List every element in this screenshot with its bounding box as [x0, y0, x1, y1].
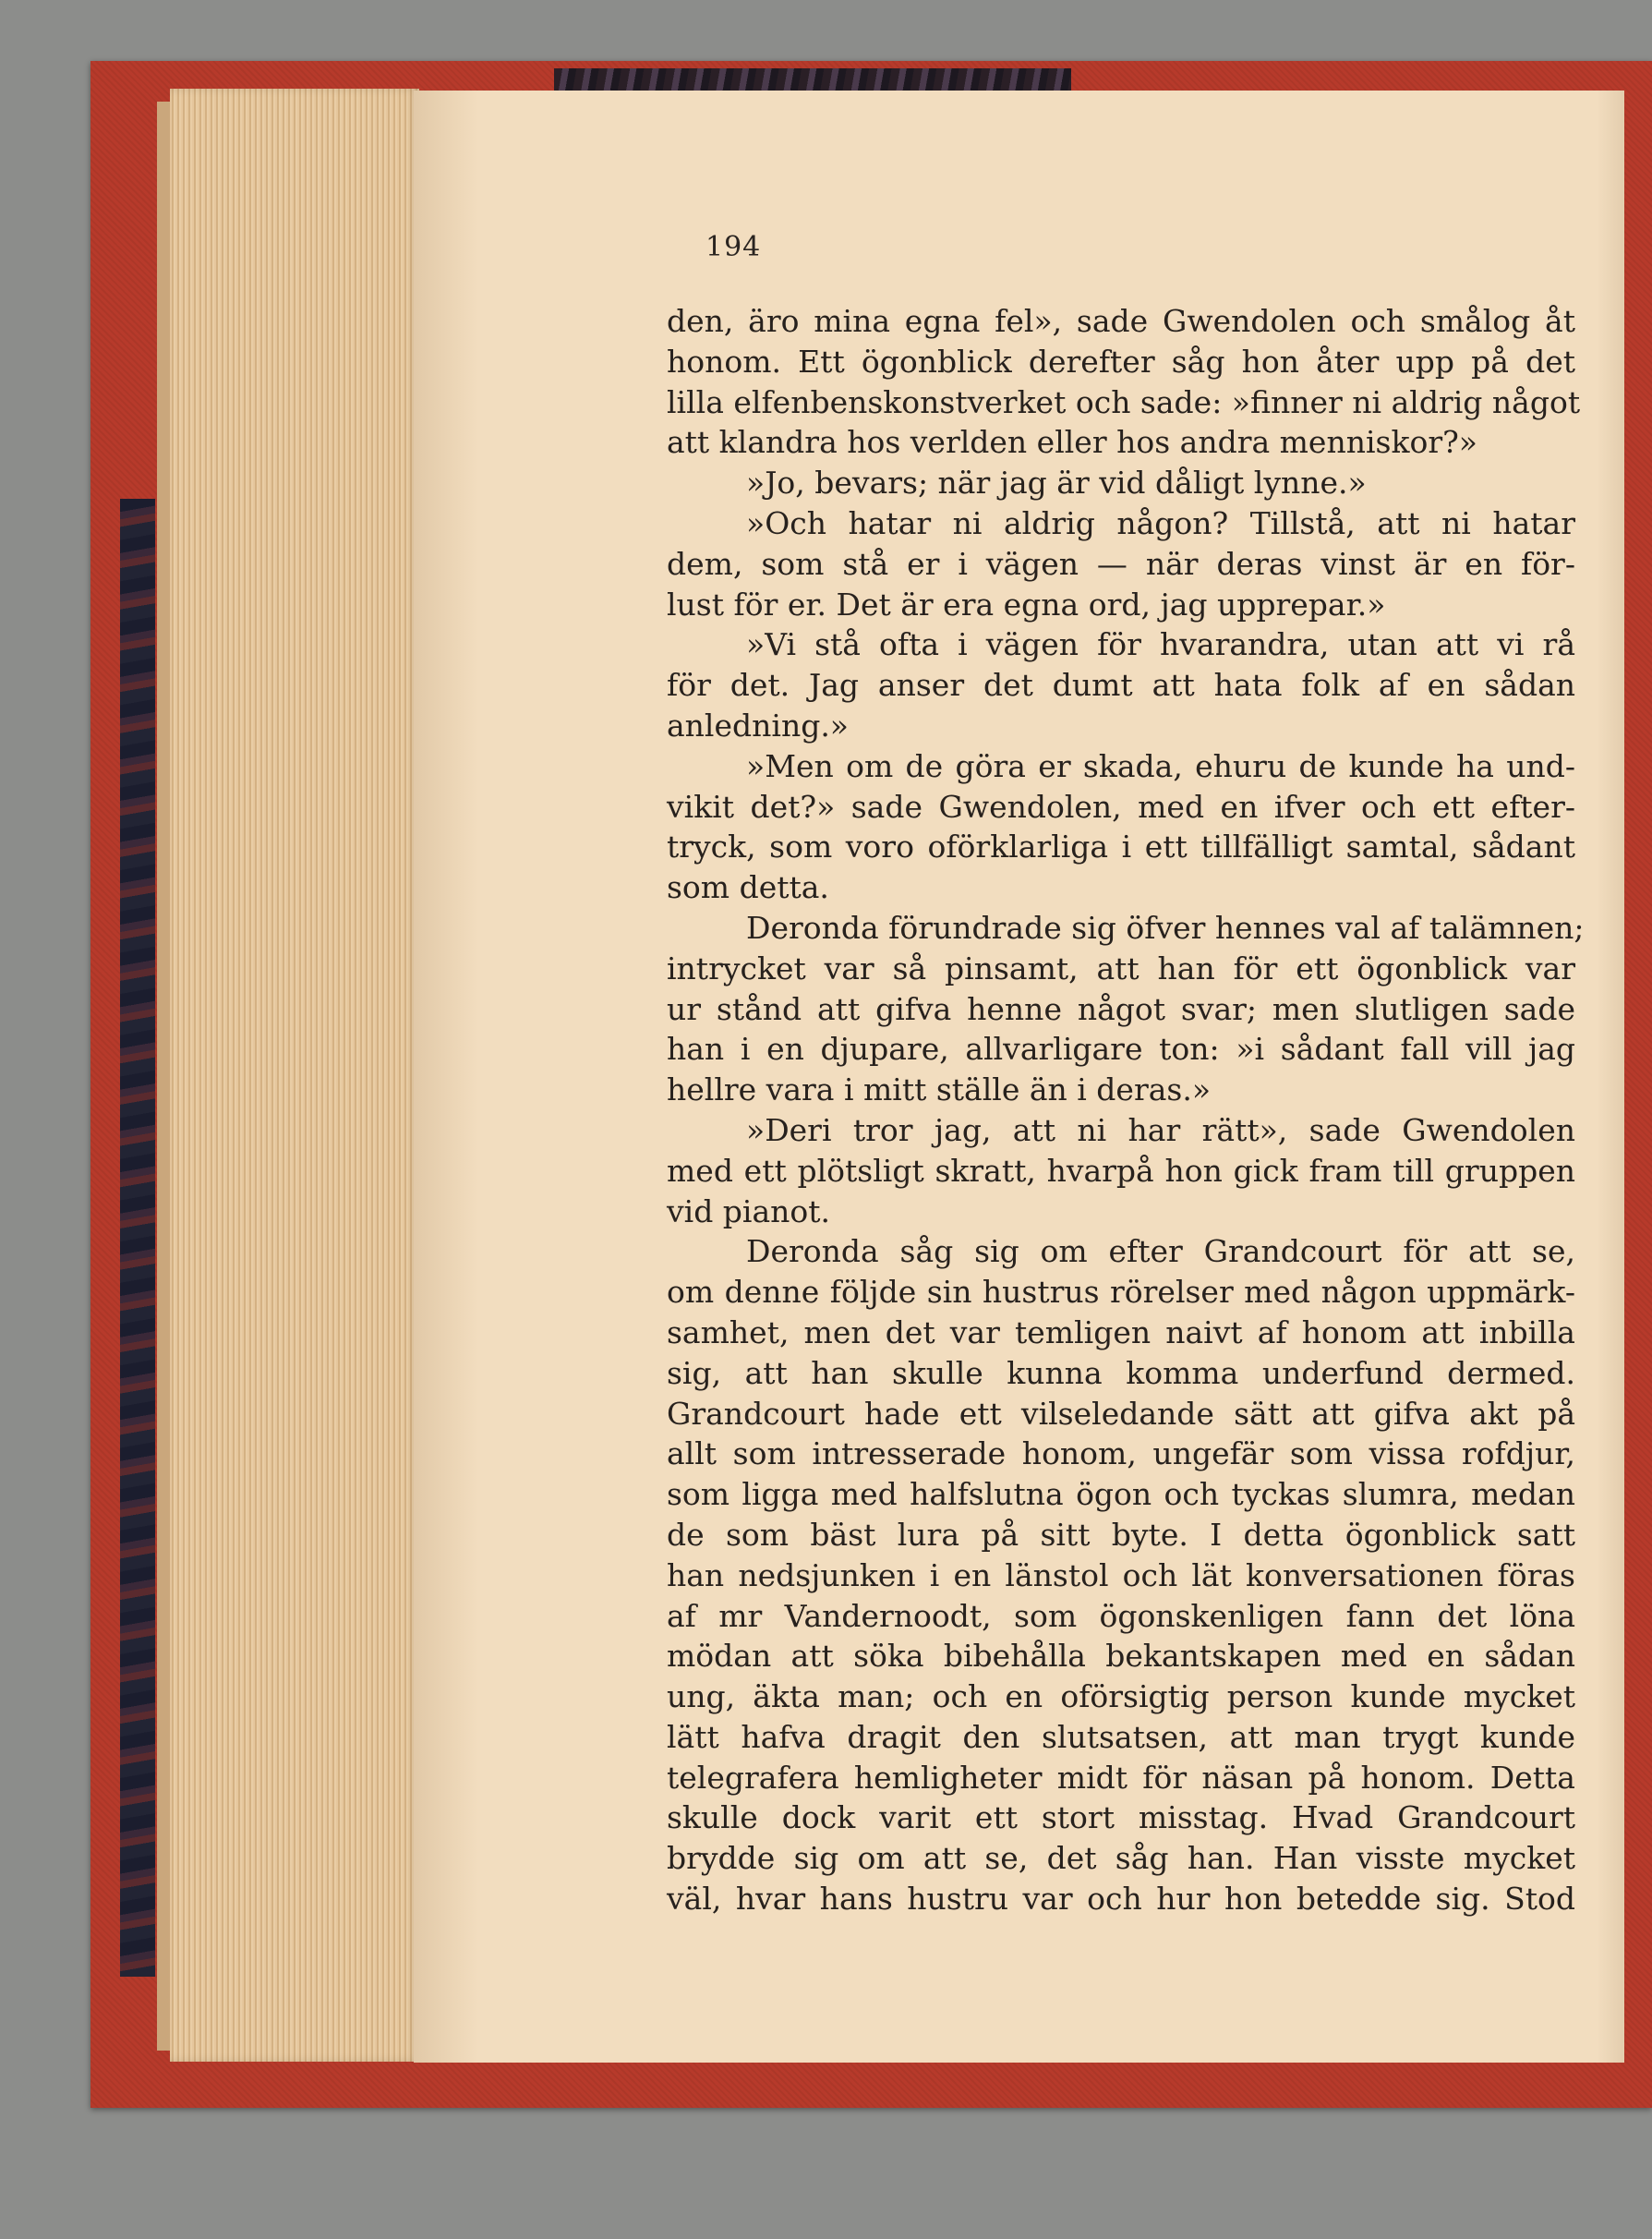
- text-line: hellre vara i mitt ställe än i deras.»: [667, 1071, 1212, 1108]
- text-line: tryck, som voro oförklarliga i ett tillfälligt samtal, sådant: [667, 829, 1575, 865]
- text-line: om denne följde sin hustrus rörelser med någon uppmärk-: [667, 1274, 1575, 1311]
- text-line: lilla elfenbenskonstverket och sade: »finner ni aldrig något: [667, 383, 1581, 420]
- text-line: Grandcourt hade ett vilseledande sätt att gifva akt på: [667, 1395, 1575, 1432]
- text-line: mödan att söka bibehålla bekantskapen med en sådan: [667, 1638, 1575, 1675]
- text-line: som ligga med halfslutna ögon och tyckas slumra, medan: [667, 1476, 1575, 1513]
- text-line: brydde sig om att se, det såg han. Han visste mycket: [667, 1840, 1575, 1877]
- text-line: af mr Vandernoodt, som ögonskenligen fann det löna: [667, 1597, 1575, 1634]
- marbled-spine: [120, 499, 155, 1977]
- text-line: anledning.»: [667, 707, 850, 744]
- text-line: med ett plötsligt skratt, hvarpå hon gick fram till gruppen: [667, 1152, 1575, 1189]
- text-line: Deronda såg sig om efter Grandcourt för att se,: [746, 1233, 1575, 1270]
- text-line: dem, som stå er i vägen — när deras vinst är en för-: [667, 545, 1575, 582]
- text-line: honom. Ett ögonblick derefter såg hon åter upp på det: [667, 343, 1575, 380]
- text-line: för det. Jag anser det dumt att hata folk af en sådan: [667, 667, 1575, 704]
- text-line: samhet, men det var temligen naivt af honom att inbilla: [667, 1313, 1575, 1350]
- text-line: »Men om de göra er skada, ehuru de kunde ha und-: [746, 747, 1575, 784]
- text-line: »Deri tror jag, att ni har rätt», sade Gwendolen: [746, 1111, 1575, 1148]
- text-line: lust för er. Det är era egna ord, jag upprepar.»: [667, 586, 1386, 623]
- text-line: »Och hatar ni aldrig någon? Tillstå, att ni hatar: [746, 504, 1575, 541]
- text-line: ur stånd att gifva henne något svar; men slutligen sade: [667, 990, 1575, 1027]
- text-line: »Vi stå ofta i vägen för hvarandra, utan att vi rå: [746, 626, 1575, 663]
- text-line: telegrafera hemligheter midt för näsan på honom. Detta: [667, 1759, 1575, 1796]
- body-text: [667, 301, 1585, 1919]
- text-line: lätt hafva dragit den slutsatsen, att man trygt kunde: [667, 1718, 1575, 1755]
- text-line: skulle dock varit ett stort misstag. Hvad Grandcourt: [667, 1799, 1575, 1836]
- text-line: intrycket var så pinsamt, att han för ett ögonblick var: [667, 950, 1575, 986]
- text-line: »Jo, bevars; när jag är vid dåligt lynne.»: [746, 465, 1367, 502]
- text-line: sig, att han skulle kunna komma underfund dermed.: [667, 1354, 1575, 1391]
- text-line: ung, äkta man; och en oförsigtig person kunde mycket: [667, 1678, 1575, 1715]
- text-line: vikit det?» sade Gwendolen, med en ifver och ett efter-: [667, 788, 1575, 825]
- page-number: 194: [705, 231, 762, 263]
- text-line: väl, hvar hans hustru var och hur hon betedde sig. Stod: [667, 1881, 1575, 1918]
- text-line: att klandra hos verlden eller hos andra menniskor?»: [667, 424, 1477, 461]
- text-line: som detta.: [667, 869, 829, 906]
- text-line: allt som intresserade honom, ungefär som vissa rofdjur,: [667, 1435, 1575, 1472]
- text-line: vid pianot.: [667, 1192, 831, 1229]
- text-line: han nedsjunken i en länstol och lät konversationen föras: [667, 1556, 1575, 1593]
- text-line: han i en djupare, allvarligare ton: »i sådant fall vill jag: [667, 1031, 1575, 1068]
- text-line: den, äro mina egna fel», sade Gwendolen och smålog åt: [667, 303, 1575, 339]
- text-line: Deronda förundrade sig öfver hennes val af talämnen;: [746, 909, 1585, 946]
- text-line: de som bäst lura på sitt byte. I detta ögonblick satt: [667, 1516, 1575, 1553]
- page-edges: [170, 89, 419, 2062]
